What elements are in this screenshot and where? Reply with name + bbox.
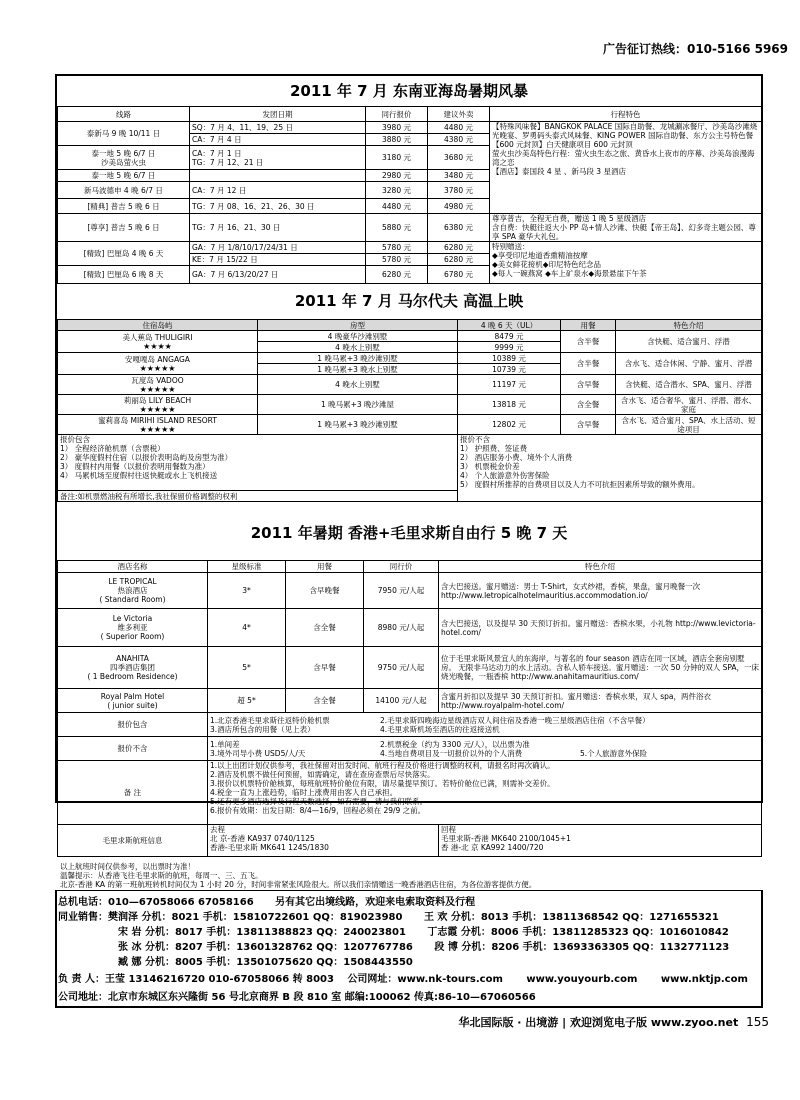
sea-dates: TG：7 月 08、16、21、26、30 日 bbox=[190, 199, 366, 214]
island-name bbox=[58, 395, 258, 415]
hk-exclude bbox=[208, 737, 762, 761]
exclude-item: 5） 度假村所推荐的自费项目以及人力不可抗拒因素所导致的额外费用。 bbox=[460, 480, 700, 489]
island-meal: 含全餐 bbox=[561, 395, 616, 415]
hk-exclude-item: 1.单间差 bbox=[210, 739, 240, 749]
sales-contact: 王 欢 分机：8013 手机：13811368542 QQ：1271655321 bbox=[423, 912, 719, 923]
sea-feature: 萤火虫沙美岛特色行程：萤火虫生态之旅、黄昏水上夜市的序幕、沙美岛浪漫海湾之恋 bbox=[492, 149, 755, 167]
hotel-name-line: ( Standard Room) bbox=[99, 595, 166, 604]
exclude-item: 2） 酒店服务小费、境外个人消费 bbox=[460, 453, 573, 462]
hotel-name bbox=[58, 647, 208, 689]
hk-remark: 4.税金一直为上涨趋势，临时上涨费用由客人自己承担。 bbox=[210, 788, 398, 797]
maldives-exclude bbox=[458, 435, 762, 502]
hk-notes bbox=[60, 862, 760, 889]
hotel-name-line: 维多利亚 bbox=[117, 623, 148, 632]
hk-remark: 1.以上出团计划仅供参考，我社保留对出发时间、航班行程及价格进行调整的权利，请报名时再次确认。 bbox=[210, 761, 555, 770]
sea-dates: KE：7 月 15/22 日 bbox=[190, 254, 366, 266]
footer-slogan: 欢迎浏览电子版 www.zyoo.net bbox=[570, 1016, 739, 1029]
island-meal: 含半餐 bbox=[561, 331, 616, 353]
hotel-name-line: ( 1 Bedroom Residence) bbox=[87, 672, 178, 681]
room-type: 1 晚马累+3 晚沙滩别墅 bbox=[258, 415, 458, 435]
sea-feature: ◆每人一碗燕窝 ◆车上矿泉水◆海景悬崖下午茶 bbox=[492, 269, 647, 278]
hotel-intro: 含大巴接送。蜜月赠送：男士 T-Shirt，女式纱裙，香槟，果盘，蜜月晚餐一次 http://www.letropicalhotelmauritius.accommodation.io/ bbox=[439, 573, 762, 609]
hotel-star: 5* bbox=[208, 647, 286, 689]
company-address: 公司地址：北京市东城区东兴隆街 56 号北京商界 B 段 810 室 邮编:100062 传真:86-10—67060566 bbox=[58, 992, 536, 1003]
hk-table bbox=[57, 560, 762, 857]
hk-remark: 5.还有更多酒店选择及行程天数选择，如有需要，请与我们联系。 bbox=[210, 797, 428, 806]
sea-route-line: 泰一地 5 晚 6/7 日 bbox=[91, 148, 156, 158]
contact-line-2 bbox=[58, 908, 719, 923]
include-item: 3） 度假村内用餐（以报价表明用餐数为准） bbox=[60, 462, 210, 471]
sea-header: 行程特色 bbox=[490, 107, 762, 122]
include-item: 1） 全程经济舱机票（含票税） bbox=[60, 444, 165, 453]
island-price: 8479 元 bbox=[458, 331, 561, 342]
hotel-intro: 含大巴接送，以及提早 30 天预订折扣。蜜月赠送：香槟水果，小礼物 http://www.levictoria-hotel.com/ bbox=[439, 609, 762, 647]
sea-retail: 4480 元 bbox=[428, 122, 490, 134]
sales-contact: 丁志霞 分机：8006 手机：13811285323 QQ：1016010842 bbox=[427, 927, 729, 938]
hotel-name-line: ( junior suite) bbox=[107, 700, 158, 710]
island-label: 莉丽岛 LILY BEACH bbox=[123, 395, 192, 405]
sea-route: [尊享] 普吉 5 晚 6 日 bbox=[58, 214, 190, 242]
exclude-item: 3） 机票税金价差 bbox=[460, 462, 520, 471]
room-type: 1 晚马累+3 晚沙滩屋 bbox=[258, 395, 458, 415]
hotel-name bbox=[58, 609, 208, 647]
room-type: 1 晚马累+3 晚沙滩别墅 bbox=[258, 353, 458, 364]
hk-exclude-item: 4.当地自费项目及一切报价以外的个人消费 bbox=[380, 748, 523, 758]
include-item: 4） 马累机场至度假村往返快艇或水上飞机接送 bbox=[60, 471, 218, 480]
sea-route-line: 沙美岛萤火虫 bbox=[101, 157, 146, 167]
room-type: 1 晚马累+3 晚水上别墅 bbox=[258, 364, 458, 375]
hotel-meal: 含早晚餐 bbox=[286, 573, 364, 609]
island-stars: ★★★★★ bbox=[139, 384, 176, 394]
hk-exclude-item: 3.境外司导小费 USD5/人/天 bbox=[210, 748, 306, 758]
hotel-price: 7950 元/人起 bbox=[364, 573, 439, 609]
hk-include-item: 1.北京香港毛里求斯往返特价舱机票 bbox=[210, 715, 330, 725]
hk-remarks bbox=[208, 761, 762, 825]
hk-exclude-item: 5.个人旅游意外保险 bbox=[580, 748, 648, 758]
maldives-title: 2011 年 7 月 马尔代夫 高温上映 bbox=[294, 292, 524, 310]
island-feature: 含水飞、适合蜜月、SPA、水上活动、短途项目 bbox=[616, 415, 762, 435]
island-price: 12802 元 bbox=[458, 415, 561, 435]
hotel-name-line: 四季酒店集团 bbox=[110, 663, 155, 672]
ad-hotline: 广告征订热线：010-5166 5969 bbox=[602, 42, 788, 56]
hotel-price: 8980 元/人起 bbox=[364, 609, 439, 647]
publication-name: 华北国际版 · 出境游 bbox=[458, 1016, 559, 1029]
hk-exclude-item: 2.机票税金（约为 3300 元/人），以出票为准 bbox=[380, 739, 530, 749]
hk-header: 特色介绍 bbox=[439, 561, 762, 573]
sea-peer: 2980 元 bbox=[366, 170, 428, 182]
island-label: 安嘎嘎岛 ANGAGA bbox=[125, 354, 190, 364]
sea-title: 2011 年 7 月 东南亚海岛暑期风暴 bbox=[289, 82, 529, 100]
hk-include-label: 报价包含 bbox=[58, 713, 208, 737]
hk-title: 2011 年暑期 香港+毛里求斯自由行 5 晚 7 天 bbox=[250, 524, 568, 542]
switchboard: 总机电话：010—67058066 67058166 bbox=[58, 897, 254, 908]
sales-contact: 张 冰 分机：8207 手机：13601328762 QQ：1207767786 bbox=[118, 942, 413, 953]
website-link[interactable]: www.nktjp.com bbox=[660, 974, 748, 985]
hotel-name-line: ANAHITA bbox=[116, 654, 149, 663]
hotel-intro: 位于毛里求斯风景宜人的东海岸，与著名的 four season 酒店在同一区域，酒店全套房别墅房。 无限非马达动力的水上活动。含私人轿车接送。蜜月赠送：一次 50 分钟的双人 SPA，一床烧光晚餐，一瓶香槟 http://www.anahitamauritius.com/ bbox=[439, 647, 762, 689]
sea-feature: ◆美女鲜花接机◆印尼特色纪念品 bbox=[492, 260, 602, 269]
sea-peer: 5880 元 bbox=[366, 214, 428, 242]
sea-retail: 6280 元 bbox=[428, 242, 490, 254]
island-meal: 含早餐 bbox=[561, 375, 616, 395]
sea-retail: 6380 元 bbox=[428, 214, 490, 242]
contact-line-7 bbox=[58, 988, 536, 1003]
island-label: 美人蕉岛 THULIGIRI bbox=[122, 332, 193, 342]
sea-feature: 【600 元封顶】白天健康项目 600 元封顶 bbox=[492, 140, 633, 149]
sea-features-bottom bbox=[490, 242, 762, 284]
sea-header: 同行报价 bbox=[366, 107, 428, 122]
sea-feature: 特别赠送： bbox=[492, 242, 530, 251]
island-label: 瓦度岛 VADOO bbox=[131, 375, 184, 385]
sea-feature: ◆享受印尼地道香熏精油按摩 bbox=[492, 251, 588, 260]
sales-contact: 宋 岩 分机：8017 手机：13811388823 QQ：240023801 bbox=[118, 927, 406, 938]
hotel-intro: 含蜜月折扣以及提早 30 天预订折扣。蜜月赠送：香槟水果，双人 spa，两件浴衣 http://www.royalpalm-hotel.com/ bbox=[439, 689, 762, 713]
sea-peer: 4480 元 bbox=[366, 199, 428, 214]
hotel-name-line: ( Superior Room) bbox=[100, 632, 165, 641]
hotel-name-line: Le Victoria bbox=[112, 614, 153, 623]
hk-header: 酒店名称 bbox=[58, 561, 208, 573]
sea-feature: 含自费：快艇往返大小 PP 岛+情人沙滩、快艇【帝王岛】、幻多奇主题公园、尊享 SPA 豪华大礼包。 bbox=[492, 223, 756, 241]
hotel-star: 超 5* bbox=[208, 689, 286, 713]
maldives-header: 用餐 bbox=[561, 320, 616, 331]
maldives-header: 住宿岛屿 bbox=[58, 320, 258, 331]
room-type: 4 晚水上别墅 bbox=[258, 342, 458, 353]
sea-dates: CA：7 月 12 日 bbox=[190, 182, 366, 199]
room-type: 4 晚水上别墅 bbox=[258, 375, 458, 395]
sea-peer: 3180 元 bbox=[366, 146, 428, 170]
hk-header: 星级标准 bbox=[208, 561, 286, 573]
flight-back-label: 回程 bbox=[441, 825, 456, 834]
hk-remark-label: 备 注 bbox=[58, 761, 208, 825]
island-name bbox=[58, 331, 258, 353]
hotel-star: 3* bbox=[208, 573, 286, 609]
sea-dates-line: CA：7 月 1 日 bbox=[192, 148, 242, 158]
sea-route: 新马波德申 4 晚 6/7 日 bbox=[58, 182, 190, 199]
hk-note: 温馨提示：从香港飞往毛里求斯的航班，每周一、三、五飞。 bbox=[60, 871, 263, 880]
sales-contact: 同业销售：樊润泽 分机：8021 手机：15810722601 QQ：819023980 bbox=[58, 912, 403, 923]
sea-dates bbox=[190, 146, 366, 170]
hotel-price: 9750 元/人起 bbox=[364, 647, 439, 689]
hotel-name bbox=[58, 689, 208, 713]
sea-route: [精典] 普吉 5 晚 6 日 bbox=[58, 199, 190, 214]
exclude-item: 4） 个人旅游意外伤害保险 bbox=[460, 471, 550, 480]
island-price: 10739 元 bbox=[458, 364, 561, 375]
sea-route: [精致] 巴厘岛 6 晚 8 天 bbox=[58, 266, 190, 284]
flight-label: 毛里求斯航班信息 bbox=[58, 825, 208, 857]
sea-retail: 3480 元 bbox=[428, 170, 490, 182]
sea-dates: GA：7 月 1/8/10/17/24/31 日 bbox=[190, 242, 366, 254]
sea-dates: SQ：7 月 4、11、19、25 日 bbox=[190, 122, 366, 134]
maldives-header: 房型 bbox=[258, 320, 458, 331]
sea-table bbox=[57, 106, 762, 284]
exclude-title: 报价不含 bbox=[460, 435, 490, 444]
sea-header-row bbox=[58, 107, 762, 122]
island-stars: ★★★★★ bbox=[139, 363, 176, 373]
hk-header: 同行价 bbox=[364, 561, 439, 573]
sea-feature: 【特殊风味餐】BANGKOK PALACE 国际自助餐、龙城涮冰餐厅、沙美岛沙滩烧光晚宴、罗勇码头泰式风味餐、KING POWER 国际自助餐、东方公主号特色餐 bbox=[492, 122, 758, 140]
flight-back bbox=[439, 825, 762, 857]
website-link[interactable]: 公司网址：www.nk-tours.com bbox=[347, 974, 503, 985]
hotel-meal: 含早餐 bbox=[286, 647, 364, 689]
contact-line-4 bbox=[118, 938, 729, 953]
hotel-name-line: LE TROPICAL bbox=[108, 577, 157, 586]
sea-features-top bbox=[490, 122, 762, 214]
sea-header: 线路 bbox=[58, 107, 190, 122]
page-footer bbox=[399, 1014, 769, 1030]
hotel-star: 4* bbox=[208, 609, 286, 647]
hk-exclude-label: 报价不含 bbox=[58, 737, 208, 761]
island-name bbox=[58, 353, 258, 375]
sea-header: 建议外卖 bbox=[428, 107, 490, 122]
island-price: 11197 元 bbox=[458, 375, 561, 395]
sea-peer: 5780 元 bbox=[366, 242, 428, 254]
hk-remark: 6.报价有效期：出发日期：8/4—16/9，回程必须在 29/9 之前。 bbox=[210, 806, 426, 815]
island-stars: ★★★★ bbox=[143, 341, 172, 351]
website-link[interactable]: www.youyourb.com bbox=[526, 974, 638, 985]
contact-line-3 bbox=[118, 923, 729, 938]
hotel-name-line: Royal Palm Hotel bbox=[100, 691, 165, 701]
flight-go bbox=[208, 825, 439, 857]
island-label: 蜜莉喜岛 MIRIHI ISLAND RESORT bbox=[98, 415, 217, 425]
sea-dates bbox=[190, 170, 366, 182]
sales-contact: 臧 娜 分机：8005 手机：13501075620 QQ：1508443550 bbox=[118, 957, 413, 968]
sea-retail: 6780 元 bbox=[428, 266, 490, 284]
hk-note: 以上航班时间仅供参考，以出票时为准！ bbox=[60, 862, 195, 871]
flight-back-item: 毛里求斯-香港 MK640 2100/1045+1 bbox=[441, 834, 571, 843]
sea-route bbox=[58, 146, 190, 170]
sea-retail: 6280 元 bbox=[428, 254, 490, 266]
island-meal: 含早餐 bbox=[561, 415, 616, 435]
hk-include-item: 4.毛里求斯机场至酒店的往返接送机 bbox=[380, 724, 500, 734]
include-title: 报价包含 bbox=[60, 435, 90, 444]
island-stars: ★★★★★ bbox=[139, 424, 176, 434]
sea-header: 发团日期 bbox=[190, 107, 366, 122]
hk-include bbox=[208, 713, 762, 737]
contact-line-6 bbox=[58, 970, 748, 985]
sea-peer: 3980 元 bbox=[366, 122, 428, 134]
page-number: 155 bbox=[746, 1015, 769, 1029]
sea-retail: 3780 元 bbox=[428, 182, 490, 199]
sea-retail: 4980 元 bbox=[428, 199, 490, 214]
island-feature: 含快艇、适合蜜月、浮潜 bbox=[616, 331, 762, 353]
island-meal: 含半餐 bbox=[561, 353, 616, 375]
island-feature: 含快艇、适合潜水、SPA、蜜月、浮潜 bbox=[616, 375, 762, 395]
flight-go-label: 去程 bbox=[210, 825, 225, 834]
sea-features-mid bbox=[490, 214, 762, 242]
island-name bbox=[58, 375, 258, 395]
island-stars: ★★★★★ bbox=[139, 404, 176, 414]
flight-back-item: 香 港-北 京 KA992 1400/720 bbox=[441, 843, 544, 852]
sea-dates: GA：7 月 6/13/20/27 日 bbox=[190, 266, 366, 284]
include-item: 2） 豪华度假村住宿（以报价表明岛屿及房型为准） bbox=[60, 453, 233, 462]
exclude-item: 1） 护照费、签证费 bbox=[460, 444, 528, 453]
flight-go-item: 北 京-香港 KA937 0740/1125 bbox=[210, 834, 315, 843]
maldives-header: 4 晚 6 天（UL） bbox=[458, 320, 561, 331]
sales-contact: 段 博 分机：8206 手机：13693363305 QQ：1132771123 bbox=[434, 942, 730, 953]
island-name bbox=[58, 415, 258, 435]
sea-peer: 3280 元 bbox=[366, 182, 428, 199]
sea-dates: TG：7 月 16、21、30 日 bbox=[190, 214, 366, 242]
island-feature: 含水飞、适合休闲、宁静、蜜月、浮潜 bbox=[616, 353, 762, 375]
sea-route: [精致] 巴厘岛 4 晚 6 天 bbox=[58, 242, 190, 266]
footer-separator: | bbox=[562, 1016, 567, 1029]
hotel-meal: 含全餐 bbox=[286, 689, 364, 713]
island-price: 9999 元 bbox=[458, 342, 561, 353]
island-price: 13818 元 bbox=[458, 395, 561, 415]
sea-route: 泰一地 5 晚 6/7 日 bbox=[58, 170, 190, 182]
maldives-header: 特色介绍 bbox=[616, 320, 762, 331]
sea-dates-line: TG：7 月 12、21 日 bbox=[192, 157, 264, 167]
sea-retail: 4380 元 bbox=[428, 134, 490, 146]
manager-contact: 负 责 人：王莹 13146216720 010-67058066 转 8003 bbox=[58, 974, 334, 985]
hotel-price: 14100 元/人起 bbox=[364, 689, 439, 713]
maldives-table bbox=[57, 319, 762, 502]
sea-peer: 6280 元 bbox=[366, 266, 428, 284]
hk-remark: 2.酒店及机票不做任何预留，如需确定，请在查房查票后尽快落实。 bbox=[210, 770, 435, 779]
contact-line-5 bbox=[118, 953, 413, 968]
hk-include-item: 2.毛里求斯四晚海边星级酒店双人间住宿及香港一晚三星级酒店住宿（不含早餐） bbox=[380, 715, 650, 725]
flight-go-item: 香港-毛里求斯 MK641 1245/1830 bbox=[210, 843, 329, 852]
hk-remark: 3.报价以机票特价舱核算，每班航班特价舱位有限，请尽量提早预订。若特价舱位已满，则需补交差价。 bbox=[210, 779, 555, 788]
hk-note: 北京-香港 KA 的第一班航班转机时间仅为 1 小时 20 分，时间非常紧张风险很大。所以我们亲情赠送一晚香港酒店住宿，为各位游客提供方便。 bbox=[60, 880, 537, 889]
sea-route: 泰新马 9 晚 10/11 日 bbox=[58, 122, 190, 146]
hotel-meal: 含全餐 bbox=[286, 609, 364, 647]
hk-header: 用餐 bbox=[286, 561, 364, 573]
maldives-include bbox=[58, 435, 458, 491]
contact-line-1 bbox=[58, 893, 475, 908]
hotel-name-line: 热浪酒店 bbox=[117, 586, 148, 595]
sea-peer: 3880 元 bbox=[366, 134, 428, 146]
contact-slogan: 另有其它出境线路，欢迎来电索取资料及行程 bbox=[275, 897, 476, 908]
island-feature: 含水飞、适合奢华、蜜月、浮潜、潜水、家庭 bbox=[616, 395, 762, 415]
sea-feature: 尊享普吉，全程无自费，赠送 1 晚 5 星级酒店 bbox=[492, 214, 647, 223]
hk-include-item: 3.酒店所包含的用餐（见上表） bbox=[210, 724, 315, 734]
sea-feature: 【酒店】泰国段 4 星 、新马段 3 星酒店 bbox=[492, 167, 626, 176]
room-type: 4 晚豪华沙滩别墅 bbox=[258, 331, 458, 342]
sea-retail: 3680 元 bbox=[428, 146, 490, 170]
hotel-name bbox=[58, 573, 208, 609]
sea-peer: 5780 元 bbox=[366, 254, 428, 266]
sea-dates: CA：7 月 4 日 bbox=[190, 134, 366, 146]
maldives-remark: 备注:如机票燃油税有所增长,我社保留价格调整的权利 bbox=[58, 491, 458, 502]
island-price: 10389 元 bbox=[458, 353, 561, 364]
